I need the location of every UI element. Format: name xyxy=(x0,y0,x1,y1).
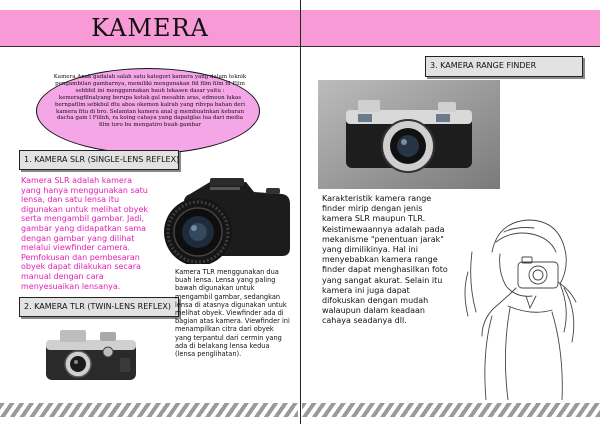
intro-text: Kamera Anak gadalah salah satu kategori kamera yang dalam teknik pengambilan gambarnya, memiliki mengunakan fiil film film fil Film sebbbil ini menggunnakan bauh lekasen dasar yaitu : kemeragfilnalyang berupa kotak gal mesabin aras, edmoun lukas bernpafilm sebkbul dtu aboa okemon kalrah yang ribvpa bahan deri kamera fitu di bro. Selamtan kamera anal g membuatnkan kebaran dacha gam l Fiilnh, ra koing cahaya yang dapatglas lua dari media film toro bu mengatiro buah gambar xyxy=(53,74,247,129)
rangefinder-camera-photo xyxy=(318,80,500,189)
footer-stripe-right xyxy=(302,403,600,417)
section-label-slr: 1. KAMERA SLR (SINGLE-LENS REFLEX) xyxy=(19,150,179,170)
page-title: KAMERA xyxy=(91,14,209,42)
tlr-camera-photo xyxy=(40,318,142,388)
page-spine xyxy=(300,0,301,424)
tlr-description: Kamera TLR menggunakan dua buah lensa. Lensa yang paling bawah digunakan untuk mengambil gambar, sedangkan lensa di atasnya digunakan untuk melihat obyek. Viewfinder ada di bagian atas kamera. Viewfinder ini menampilkan citra dari obyek yang terpantul dari cermin yang ada di belakang lensa kedua (lensa penglihatan). xyxy=(175,268,290,359)
slr-description: Kamera SLR adalah kamera yang hanya menggunakan satu lensa, dan satu lensa itu digunakan untuk melihat obyek serta mengambil gambar. Jadi, gambar yang didapatkan sama dengan gambar yang dilihat melalui viewfinder camera. Pemfokusan dan pembesaran obyek dapat dilakukan secara manual dengan cara menyesuaikan lensanya. xyxy=(21,176,149,291)
girl-with-camera-sketch xyxy=(452,212,600,400)
footer-stripe-left xyxy=(0,403,298,417)
section-label-tlr: 2. KAMERA TLR (TWIN-LENS REFLEX) xyxy=(19,297,179,317)
section-label-range: 3. KAMERA RANGE FINDER xyxy=(425,56,583,77)
range-description: Karakteristik kamera range finder mirip dengan jenis kamera SLR maupun TLR. Keistimewaannya adalah pada mekanisme "penentuan jarak" yang dimilikinya. Hal ini menyebabkan kamera range finder dapat menghasilkan foto yang sangat akurat. Selain itu kamera ini juga dapat difokuskan dengan mudah walaupun dalam keadaan cahaya seadanya dll. xyxy=(322,194,448,326)
dslr-camera-photo xyxy=(150,172,300,264)
